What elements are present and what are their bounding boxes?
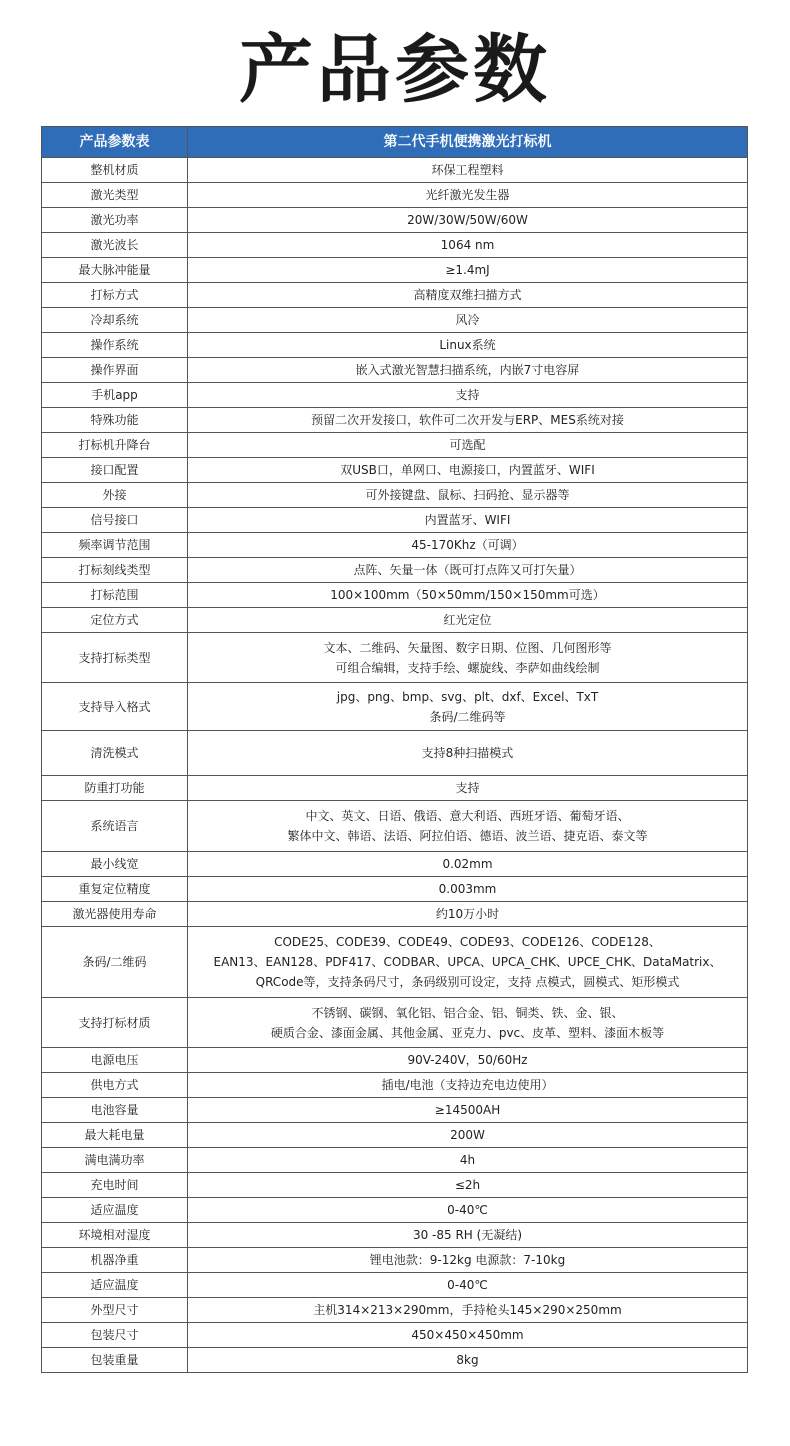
param-value [188, 533, 748, 558]
param-value-line: 200W [450, 1128, 485, 1142]
param-value-line: 光纤激光发生器 [425, 188, 510, 202]
param-value [188, 408, 748, 433]
param-value-line: 8kg [456, 1353, 479, 1367]
param-value [188, 927, 748, 998]
param-label: 机器净重 [42, 1248, 188, 1273]
spec-body [42, 158, 748, 1373]
table-row [42, 1123, 748, 1148]
param-value [188, 283, 748, 308]
param-label: 操作界面 [42, 358, 188, 383]
param-value [188, 183, 748, 208]
param-label: 条码/二维码 [42, 927, 188, 998]
param-value [188, 731, 748, 776]
param-value [188, 1123, 748, 1148]
param-value-line: Linux系统 [439, 338, 496, 352]
param-value-line: 风冷 [455, 313, 480, 327]
param-label: 信号接口 [42, 508, 188, 533]
param-label: 防重打功能 [42, 776, 188, 801]
param-value [188, 1348, 748, 1373]
param-value [188, 433, 748, 458]
param-value-line: 不锈钢、碳钢、氧化铝、铝合金、铝、铜类、铁、金、银、 [311, 1005, 624, 1020]
param-label: 外型尺寸 [42, 1298, 188, 1323]
param-label: 系统语言 [42, 801, 188, 852]
param-value-line: 0-40℃ [447, 1203, 488, 1217]
param-label: 打标范围 [42, 583, 188, 608]
param-value [188, 1073, 748, 1098]
spec-table [41, 126, 748, 1373]
table-row [42, 433, 748, 458]
param-value-line: 100×100mm（50×50mm/150×150mm可选） [330, 588, 605, 602]
param-value-line: 450×450×450mm [411, 1328, 524, 1342]
param-value [188, 852, 748, 877]
param-value-line: 支持 [455, 781, 480, 795]
param-label: 电源电压 [42, 1048, 188, 1073]
table-row [42, 1348, 748, 1373]
param-label: 清洗模式 [42, 731, 188, 776]
table-row [42, 633, 748, 683]
table-row [42, 358, 748, 383]
param-label: 最小线宽 [42, 852, 188, 877]
param-value [188, 877, 748, 902]
header-param: 产品参数表 [42, 127, 188, 158]
param-value [188, 233, 748, 258]
param-label: 冷却系统 [42, 308, 188, 333]
param-value-line: 插电/电池（支持边充电边使用） [381, 1078, 554, 1092]
param-value [188, 158, 748, 183]
param-value-line: 4h [459, 1153, 476, 1167]
param-value [188, 1298, 748, 1323]
param-value-line: 锂电池款：9-12kg 电源款：7-10kg [369, 1253, 566, 1267]
table-row [42, 183, 748, 208]
param-value [188, 383, 748, 408]
param-label: 频率调节范围 [42, 533, 188, 558]
param-value-line: 高精度双维扫描方式 [413, 288, 522, 302]
param-label: 打标刻线类型 [42, 558, 188, 583]
param-value [188, 333, 748, 358]
param-value-line: 0-40℃ [447, 1278, 488, 1292]
param-label: 操作系统 [42, 333, 188, 358]
table-row [42, 1048, 748, 1073]
param-value-line: 嵌入式激光智慧扫描系统，内嵌7寸电容屏 [355, 363, 580, 377]
param-value-line: 文本、二维码、矢量图、数字日期、位图、几何图形等 [323, 640, 612, 655]
table-row [42, 458, 748, 483]
table-row [42, 533, 748, 558]
param-value-line: CODE25、CODE39、CODE49、CODE93、CODE126、CODE128、 [274, 935, 661, 949]
param-label: 外接 [42, 483, 188, 508]
table-row [42, 1273, 748, 1298]
table-row [42, 852, 748, 877]
table-row [42, 731, 748, 776]
param-value-line: 可组合编辑，支持手绘、螺旋线、李萨如曲线绘制 [335, 660, 600, 675]
table-row [42, 308, 748, 333]
param-value [188, 998, 748, 1048]
param-value [188, 583, 748, 608]
table-row [42, 1173, 748, 1198]
param-label: 激光器使用寿命 [42, 902, 188, 927]
header-product: 第二代手机便携激光打标机 [188, 127, 748, 158]
param-label: 支持打标类型 [42, 633, 188, 683]
param-value-line: 90V-240V，50/60Hz [407, 1053, 528, 1067]
param-label: 最大脉冲能量 [42, 258, 188, 283]
param-value-line: 支持 [455, 388, 480, 402]
table-row [42, 801, 748, 852]
param-label: 适应温度 [42, 1273, 188, 1298]
table-row [42, 927, 748, 998]
param-value-line: 20W/30W/50W/60W [407, 213, 528, 227]
param-label: 满电满功率 [42, 1148, 188, 1173]
table-row [42, 258, 748, 283]
param-label: 手机app [42, 383, 188, 408]
param-value [188, 633, 748, 683]
table-row [42, 558, 748, 583]
param-label: 激光波长 [42, 233, 188, 258]
param-value [188, 258, 748, 283]
param-value-line: 预留二次开发接口，软件可二次开发与ERP、MES系统对接 [311, 413, 624, 427]
param-value-line: 中文、英文、日语、俄语、意大利语、西班牙语、葡萄牙语、 [305, 809, 630, 823]
param-value [188, 902, 748, 927]
table-row [42, 683, 748, 731]
table-row [42, 1248, 748, 1273]
param-label: 电池容量 [42, 1098, 188, 1123]
table-row [42, 283, 748, 308]
table-row [42, 608, 748, 633]
param-label: 支持导入格式 [42, 683, 188, 731]
param-label: 激光功率 [42, 208, 188, 233]
table-row [42, 1323, 748, 1348]
param-value [188, 1173, 748, 1198]
table-row [42, 1298, 748, 1323]
param-value [188, 1248, 748, 1273]
param-label: 特殊功能 [42, 408, 188, 433]
param-value [188, 1273, 748, 1298]
param-value-line: 可外接键盘、鼠标、扫码抢、显示器等 [365, 488, 570, 502]
param-value-line: 0.003mm [438, 882, 497, 896]
param-value [188, 608, 748, 633]
table-row [42, 902, 748, 927]
param-value-line: 点阵、矢量一体（既可打点阵又可打矢量） [353, 563, 582, 577]
param-value-line: jpg、png、bmp、svg、plt、dxf、Excel、TxT [336, 689, 599, 704]
param-value [188, 1098, 748, 1123]
param-label: 激光类型 [42, 183, 188, 208]
param-value [188, 801, 748, 852]
table-row [42, 583, 748, 608]
param-value-line: 1064 nm [440, 238, 495, 252]
param-label: 充电时间 [42, 1173, 188, 1198]
param-value-line: ≤2h [454, 1178, 481, 1192]
param-value [188, 508, 748, 533]
param-value-line: 繁体中文、韩语、法语、阿拉伯语、德语、波兰语、捷克语、泰文等 [287, 829, 648, 843]
param-value-line: 内置蓝牙、WIFI [424, 513, 511, 527]
table-row [42, 233, 748, 258]
param-value [188, 776, 748, 801]
table-row [42, 333, 748, 358]
param-value-line: 硬质合金、漆面金属、其他金属、亚克力、pvc、皮革、塑料、漆面木板等 [270, 1025, 665, 1040]
param-label: 整机材质 [42, 158, 188, 183]
param-value-line: 45-170Khz（可调） [411, 538, 524, 552]
param-label: 环境相对湿度 [42, 1223, 188, 1248]
param-value-line: 0.02mm [442, 857, 493, 871]
table-row [42, 776, 748, 801]
param-label: 供电方式 [42, 1073, 188, 1098]
param-value [188, 1148, 748, 1173]
table-row [42, 508, 748, 533]
param-value [188, 483, 748, 508]
param-value [188, 1198, 748, 1223]
param-value-line: 环保工程塑料 [431, 163, 504, 177]
param-value-line: 30 -85 RH (无凝结) [412, 1228, 523, 1242]
param-value [188, 208, 748, 233]
table-row [42, 1223, 748, 1248]
table-row [42, 383, 748, 408]
param-label: 定位方式 [42, 608, 188, 633]
param-value [188, 308, 748, 333]
param-value [188, 558, 748, 583]
param-value [188, 458, 748, 483]
param-value-line: 红光定位 [443, 613, 492, 627]
table-header-row [42, 127, 748, 158]
table-row [42, 877, 748, 902]
param-value-line: ≥14500AH [434, 1103, 501, 1117]
table-row [42, 208, 748, 233]
param-label: 重复定位精度 [42, 877, 188, 902]
table-row [42, 1148, 748, 1173]
table-row [42, 1098, 748, 1123]
table-row [42, 408, 748, 433]
param-label: 包装重量 [42, 1348, 188, 1373]
param-value [188, 358, 748, 383]
param-value [188, 1048, 748, 1073]
param-label: 适应温度 [42, 1198, 188, 1223]
param-value-line: 支持8种扫描模式 [421, 746, 514, 760]
param-value-line: 可选配 [449, 438, 486, 452]
param-value-line: 主机314×213×290mm，手持枪头145×290×250mm [313, 1303, 622, 1317]
param-value-line: ≥1.4mJ [445, 263, 490, 277]
table-row [42, 158, 748, 183]
table-row [42, 998, 748, 1048]
param-label: 打标方式 [42, 283, 188, 308]
param-label: 接口配置 [42, 458, 188, 483]
param-label: 最大耗电量 [42, 1123, 188, 1148]
param-value [188, 1223, 748, 1248]
param-value-line: 条码/二维码等 [429, 709, 506, 724]
param-label: 包装尺寸 [42, 1323, 188, 1348]
param-value-line: 约10万小时 [435, 907, 500, 921]
param-label: 打标机升降台 [42, 433, 188, 458]
table-row [42, 1198, 748, 1223]
param-value [188, 683, 748, 731]
page-title: 产品参数 [239, 27, 551, 113]
param-label: 支持打标材质 [42, 998, 188, 1048]
table-row [42, 1073, 748, 1098]
param-value [188, 1323, 748, 1348]
param-value-line: EAN13、EAN128、PDF417、CODBAR、UPCA、UPCA_CHK、UPCE_CHK、DataMatrix、 [213, 955, 722, 969]
table-row [42, 483, 748, 508]
param-value-line: 双USB口，单网口、电源接口，内置蓝牙、WIFI [340, 463, 595, 477]
param-value-line: QRCode等，支持条码尺寸，条码级别可设定，支持 点模式，圆模式、矩形模式 [255, 975, 680, 989]
